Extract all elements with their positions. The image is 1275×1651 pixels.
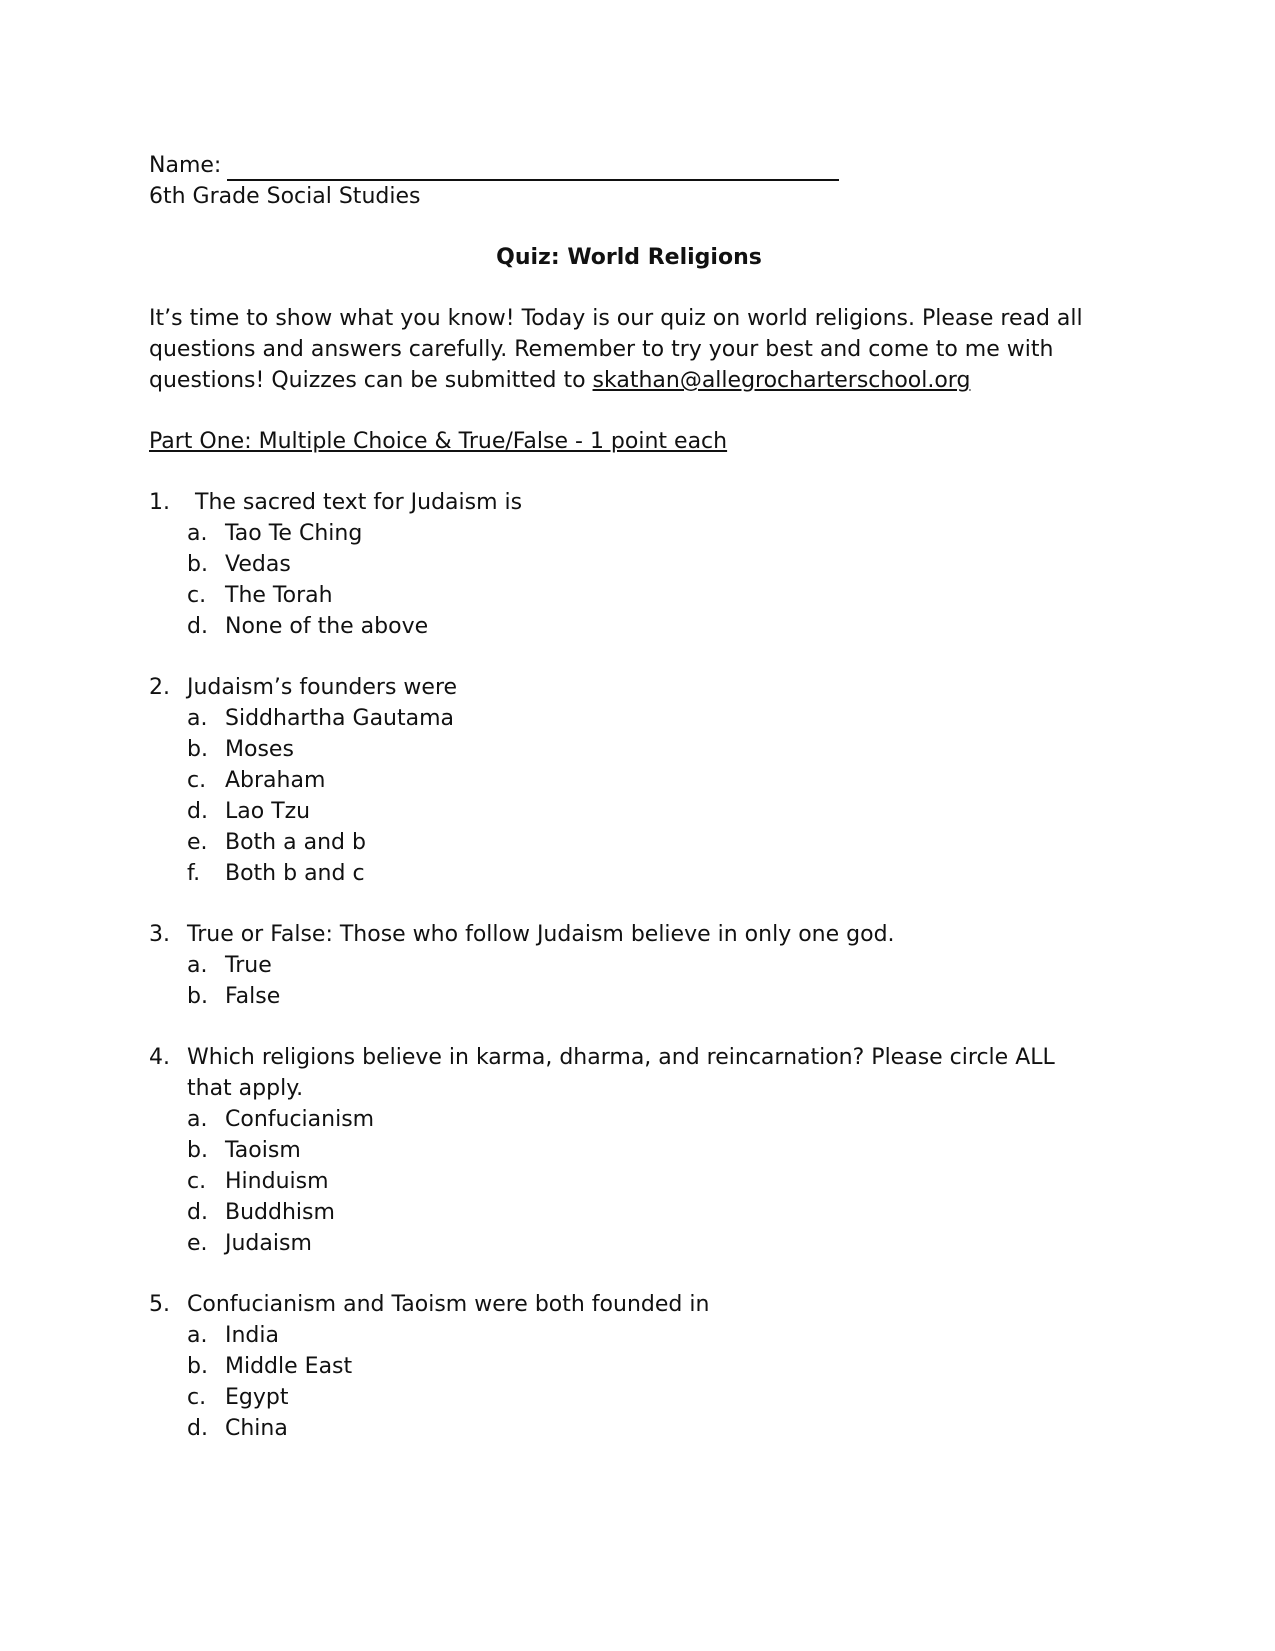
option-text: China bbox=[225, 1416, 288, 1441]
answer-option[interactable] bbox=[149, 950, 1099, 981]
option-letter: a. bbox=[187, 953, 208, 978]
email-link[interactable]: skathan@allegrocharterschool.org bbox=[592, 368, 971, 393]
option-text: India bbox=[225, 1323, 279, 1348]
option-letter: a. bbox=[187, 1107, 208, 1132]
option-letter: a. bbox=[187, 706, 208, 731]
question-5 bbox=[149, 1289, 1099, 1444]
part-one-heading: Part One: Multiple Choice & True/False - 1 point each bbox=[149, 429, 728, 454]
question-1 bbox=[149, 487, 1099, 642]
answer-option[interactable] bbox=[149, 1351, 1099, 1382]
option-text: Vedas bbox=[225, 552, 291, 577]
option-letter: d. bbox=[187, 1416, 208, 1441]
answer-options bbox=[149, 1320, 1099, 1444]
answer-option[interactable] bbox=[149, 1166, 1099, 1197]
answer-option[interactable] bbox=[149, 796, 1099, 827]
option-text: Both b and c bbox=[225, 861, 365, 886]
option-text: Moses bbox=[225, 737, 294, 762]
answer-option[interactable] bbox=[149, 518, 1099, 549]
option-letter: c. bbox=[187, 1169, 207, 1194]
answer-option[interactable] bbox=[149, 580, 1099, 611]
quiz-title: Quiz: World Religions bbox=[496, 245, 762, 270]
answer-option[interactable] bbox=[149, 858, 1099, 889]
question-row bbox=[149, 487, 1099, 518]
answer-options bbox=[149, 1104, 1099, 1259]
option-text: Both a and b bbox=[225, 830, 366, 855]
answer-option[interactable] bbox=[149, 1382, 1099, 1413]
option-letter: b. bbox=[187, 1138, 208, 1163]
question-number: 3. bbox=[149, 922, 170, 947]
question-row bbox=[149, 1042, 1099, 1104]
option-letter: c. bbox=[187, 583, 207, 608]
option-letter: a. bbox=[187, 1323, 208, 1348]
option-letter: f. bbox=[187, 861, 201, 886]
question-row bbox=[149, 919, 1099, 950]
name-blank-field[interactable] bbox=[227, 153, 839, 181]
option-letter: b. bbox=[187, 984, 208, 1009]
option-text: Tao Te Ching bbox=[225, 521, 363, 546]
answer-option[interactable] bbox=[149, 1135, 1099, 1166]
answer-option[interactable] bbox=[149, 734, 1099, 765]
option-text: Taoism bbox=[225, 1138, 301, 1163]
option-letter: d. bbox=[187, 799, 208, 824]
option-text: Hinduism bbox=[225, 1169, 329, 1194]
question-4 bbox=[149, 1042, 1099, 1259]
question-number: 5. bbox=[149, 1292, 170, 1317]
answer-option[interactable] bbox=[149, 703, 1099, 734]
answer-options bbox=[149, 518, 1099, 642]
answer-option[interactable] bbox=[149, 549, 1099, 580]
option-letter: c. bbox=[187, 1385, 207, 1410]
course-label: 6th Grade Social Studies bbox=[149, 184, 421, 209]
name-label: Name: bbox=[149, 153, 222, 178]
answer-option[interactable] bbox=[149, 611, 1099, 642]
option-text: Middle East bbox=[225, 1354, 353, 1379]
option-letter: b. bbox=[187, 552, 208, 577]
option-letter: e. bbox=[187, 830, 208, 855]
intro-paragraph bbox=[149, 303, 1099, 396]
option-letter: d. bbox=[187, 1200, 208, 1225]
option-letter: d. bbox=[187, 614, 208, 639]
option-text: True bbox=[225, 953, 272, 978]
answer-option[interactable] bbox=[149, 765, 1099, 796]
name-line bbox=[149, 150, 1099, 181]
option-text: Confucianism bbox=[225, 1107, 375, 1132]
option-letter: c. bbox=[187, 768, 207, 793]
answer-option[interactable] bbox=[149, 1320, 1099, 1351]
option-text: Egypt bbox=[225, 1385, 289, 1410]
answer-options bbox=[149, 950, 1099, 1012]
option-text: Siddhartha Gautama bbox=[225, 706, 455, 731]
answer-option[interactable] bbox=[149, 1413, 1099, 1444]
answer-option[interactable] bbox=[149, 1197, 1099, 1228]
intro-text: It’s time to show what you know! Today is our quiz on world religions. Please read all questions and answers carefully. Remember to try your best and come to me with questions! Quizzes can be submitted to bbox=[149, 306, 1083, 393]
question-text: Which religions believe in karma, dharma, and reincarnation? Please circle ALL that apply. bbox=[187, 1045, 1055, 1101]
option-text: The Torah bbox=[225, 583, 333, 608]
option-letter: a. bbox=[187, 521, 208, 546]
option-text: Buddhism bbox=[225, 1200, 335, 1225]
question-text: True or False: Those who follow Judaism believe in only one god. bbox=[187, 922, 895, 947]
answer-option[interactable] bbox=[149, 827, 1099, 858]
question-number: 2. bbox=[149, 675, 170, 700]
question-number: 1. bbox=[149, 490, 170, 515]
question-2 bbox=[149, 672, 1099, 889]
option-text: Judaism bbox=[225, 1231, 312, 1256]
option-letter: b. bbox=[187, 737, 208, 762]
option-text: None of the above bbox=[225, 614, 429, 639]
answer-options bbox=[149, 703, 1099, 889]
question-text: Judaism’s founders were bbox=[187, 675, 458, 700]
question-number: 4. bbox=[149, 1045, 170, 1070]
question-row bbox=[149, 672, 1099, 703]
question-list bbox=[149, 487, 1099, 1444]
option-text: Lao Tzu bbox=[225, 799, 311, 824]
question-3 bbox=[149, 919, 1099, 1012]
answer-option[interactable] bbox=[149, 1228, 1099, 1259]
option-letter: b. bbox=[187, 1354, 208, 1379]
option-text: False bbox=[225, 984, 281, 1009]
answer-option[interactable] bbox=[149, 981, 1099, 1012]
question-row bbox=[149, 1289, 1099, 1320]
question-text: The sacred text for Judaism is bbox=[195, 490, 523, 515]
option-letter: e. bbox=[187, 1231, 208, 1256]
answer-option[interactable] bbox=[149, 1104, 1099, 1135]
quiz-page bbox=[149, 150, 1099, 1444]
option-text: Abraham bbox=[225, 768, 326, 793]
question-text: Confucianism and Taoism were both founded in bbox=[187, 1292, 710, 1317]
